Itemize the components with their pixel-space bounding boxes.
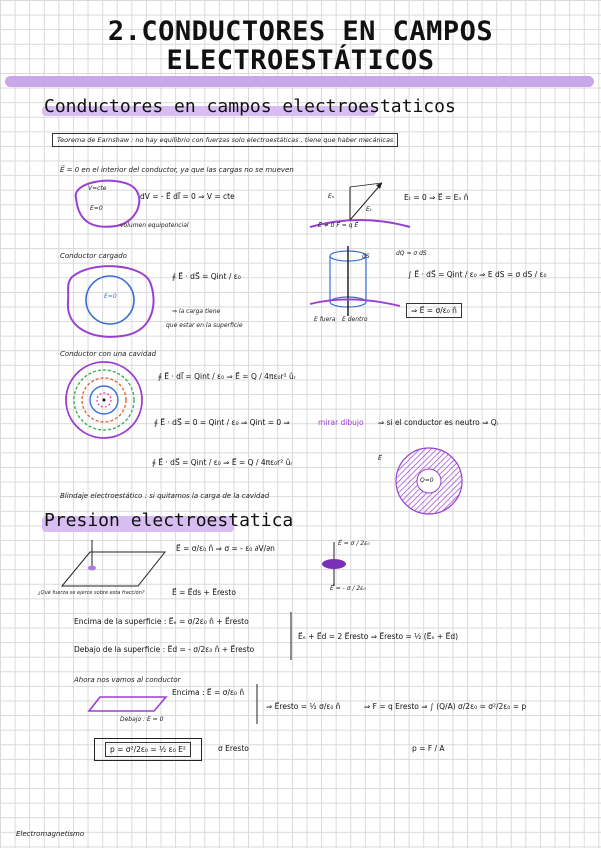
plane-diagram xyxy=(60,534,170,590)
cavity-label: Conductor con una cavidad xyxy=(60,350,157,358)
page-title-line2: ELECTROESTÁTICOS xyxy=(166,45,435,76)
pressure-result: p = σ²/2ε₀ = ½ ε₀ E² xyxy=(105,742,191,757)
conductor-slab xyxy=(88,696,168,712)
surface-field-result: ⇒ E⃗ = σ/ε₀ n̂ xyxy=(406,303,462,318)
force-pressure-equation: ⇒ F = q Eresto ⇒ ∫ (Q/A) σ/2ε₀ = σ²/2ε₀ = p xyxy=(364,702,527,711)
e-arrow-label: E⃗ xyxy=(378,455,382,462)
conductor-note: Ahora nos vamos al conductor xyxy=(74,676,181,684)
equipotential-label: volumen equipotencial xyxy=(120,222,189,229)
title-banner xyxy=(5,76,594,87)
pressure-definition: p = F / A xyxy=(412,744,445,753)
sigma-e-label: σ Eresto xyxy=(218,744,249,753)
e-top-label: E⃗ = σ / 2ε₀ xyxy=(338,540,370,547)
section1-heading xyxy=(44,96,456,117)
e-zero-label: E=0 xyxy=(90,205,103,212)
resto-equation: ⇒ E⃗resto = ½ σ/ε₀ n̂ xyxy=(266,702,341,711)
total-field-equation: E⃗ = E⃗ds + E⃗resto xyxy=(172,588,236,597)
ds-label: dS xyxy=(362,253,370,260)
cavity-equation-3: ∮ E⃗ · dS⃗ = Qint / ε₀ ⇒ E⃗ = Q / 4πε₀r² ûᵣ xyxy=(152,458,293,467)
gauss-cylinder xyxy=(310,246,400,322)
q-zero-label: Q=0 xyxy=(420,477,434,484)
section2-heading-text: Presion electroestatica xyxy=(44,510,294,531)
charged-conductor-label: Conductor cargado xyxy=(60,252,127,260)
section1-heading-text: Conductores en campos electroestaticos xyxy=(44,96,456,117)
plane-field-equation: E⃗ = σ/ε₀ n̂ ⇒ σ = - ε₀ ∂V/∂n xyxy=(176,544,275,553)
cavity-diagram xyxy=(64,360,144,440)
charged-conductor-diagram xyxy=(62,262,157,340)
e-fuera-label: E fuera xyxy=(314,316,336,323)
page-title-line1: 2.CONDUCTORES EN CAMPOS xyxy=(107,16,494,47)
gauss-equation: ∮ E⃗ · dS⃗ = Qint / ε₀ xyxy=(172,272,241,281)
force-equation: E⃗ ≠ 0 F⃗ = q E⃗ xyxy=(318,222,359,229)
mirar-dibujo-note: mirar dibujo xyxy=(318,418,364,427)
cavity-equation-2b: ⇒ si el conductor es neutro ⇒ Qᵢ xyxy=(378,418,498,427)
footer-label: Electromagnetismo xyxy=(16,830,85,838)
section2-heading xyxy=(44,510,293,531)
pressure-box xyxy=(94,738,202,761)
brace-1 xyxy=(286,612,296,660)
e-dentro-label: E dentro xyxy=(342,316,368,323)
dv-equation: dV = - E⃗ dl⃗ = 0 ⇒ V = cte xyxy=(140,192,235,201)
e-bottom-label: E⃗ = - σ / 2ε₀ xyxy=(330,585,366,592)
disk-field-diagram xyxy=(314,540,354,590)
debajo-equation: Debajo : E = 0 xyxy=(120,716,164,723)
encima-equation: Encima : E⃗ = σ/ε₀ n̂ xyxy=(172,688,245,697)
et-label: Eₜ xyxy=(366,206,372,213)
v-cte-label: V=cte xyxy=(88,185,107,192)
tangent-equation: Eₜ = 0 ⇒ E⃗ = Eₙ n̂ xyxy=(404,193,469,202)
earnshaw-theorem: Teorema de Earnshaw : no hay equilibrio con fuerzas solo electroestáticas , tiene que haber mecánicas xyxy=(52,133,398,147)
sum-equation: E⃗ₑ + E⃗d = 2 E⃗resto ⇒ E⃗resto = ½ (E⃗ₑ + E⃗d) xyxy=(298,632,459,641)
dq-label: dQ = σ dS xyxy=(396,250,427,257)
cavity-equation-2: ∮ E⃗ · dS⃗ = 0 = Qint / ε₀ ⇒ Qint = 0 ⇒ xyxy=(154,418,290,427)
en-label: Eₙ xyxy=(328,193,335,200)
shielding-note: Blindaje electroestático : si quitamos la carga de la cavidad xyxy=(60,492,270,500)
charged-e-zero: E=0 xyxy=(104,293,117,300)
interior-statement: E⃗ = 0 en el interior del conductor, ya que las cargas no se mueven xyxy=(60,166,294,174)
above-surface-equation: Encima de la superficie : E⃗ₑ = σ/2ε₀ n̂ + E⃗resto xyxy=(74,617,249,626)
charge-surface-line2: que estar en la superficie xyxy=(166,322,243,329)
force-question: ¿Qué fuerza se ejerce sobre esta fracción? xyxy=(38,590,145,596)
charge-surface-line1: ⇒ la carga tiene xyxy=(172,308,221,315)
gauss-surface-equation: ∫ E⃗ · dS⃗ = Qint / ε₀ ⇒ E dS = σ dS / ε₀ xyxy=(408,270,547,279)
below-surface-equation: Debajo de la superficie : E⃗d = - σ/2ε₀ n̂ + E⃗resto xyxy=(74,645,255,654)
cavity-equation-1: ∮ E⃗ · dl⃗ = Qint / ε₀ ⇒ E⃗ = Q / 4πε₀r² ûᵣ xyxy=(158,372,296,381)
brace-2 xyxy=(252,684,262,724)
